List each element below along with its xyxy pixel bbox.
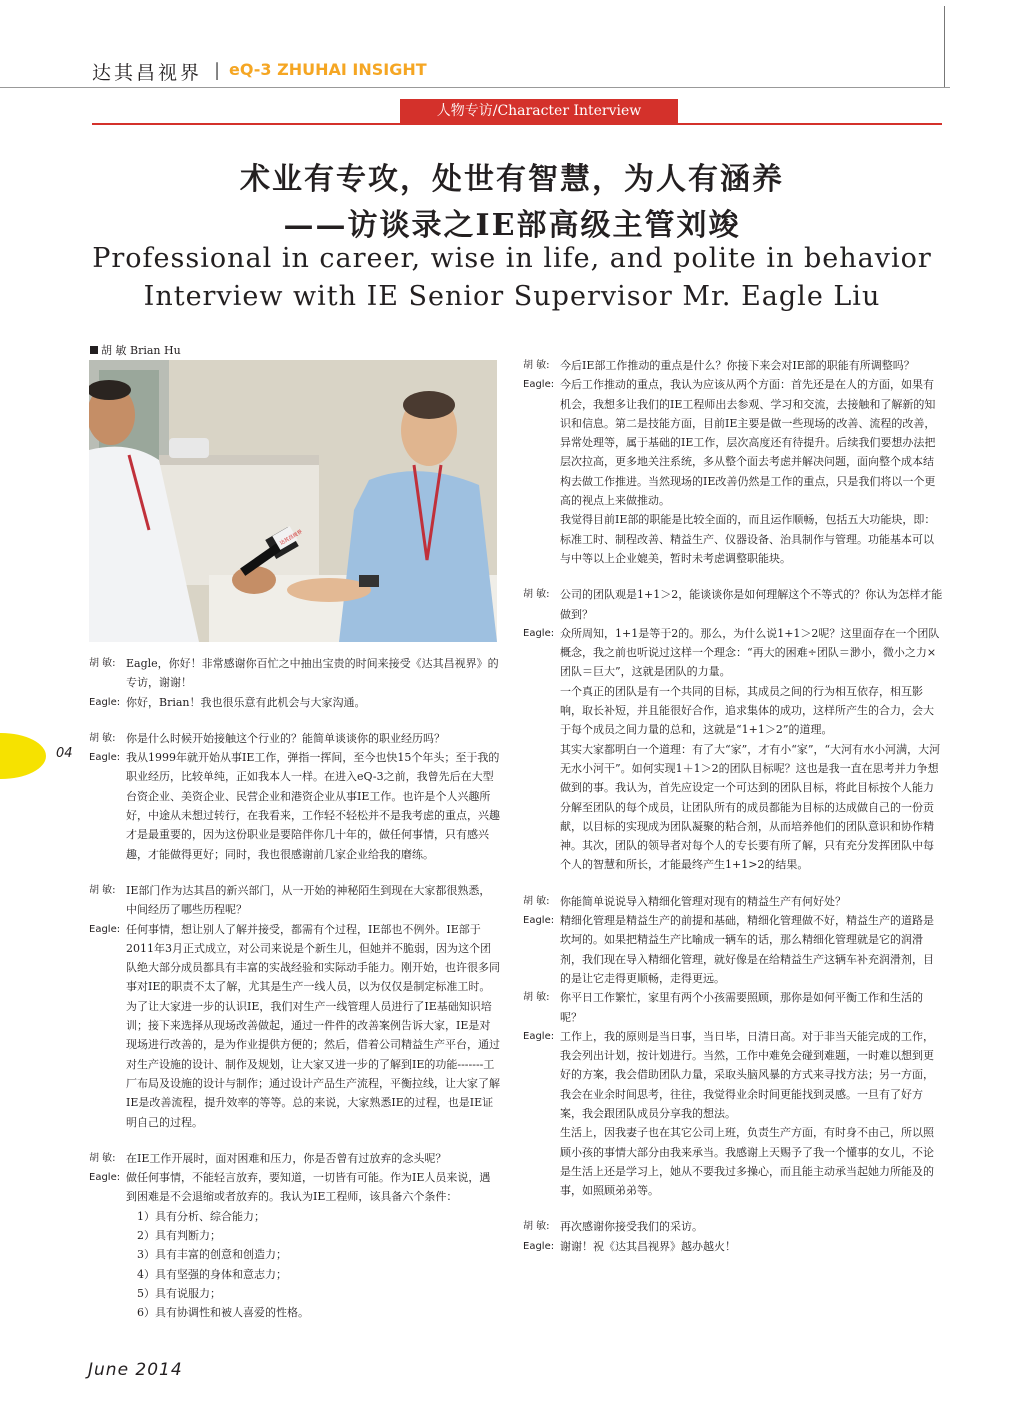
byline	[90, 342, 181, 358]
dialogue-text: IE部门作为达其昌的新兴部门，从一开始的神秘陌生到现在大家都很熟悉，中间经历了哪些历程呢？	[126, 883, 491, 917]
speaker-label: 胡 敏:	[89, 658, 116, 669]
speaker-label: 胡 敏:	[523, 895, 550, 907]
speaker-label: 胡 敏:	[523, 992, 550, 1004]
answer-block	[89, 920, 501, 1132]
speaker-label: 胡 敏:	[89, 884, 116, 896]
question-block	[523, 585, 943, 624]
dialogue-text: Eagle，你好！非常感谢你百忙之中抽出宝贵的时间来接受《达其昌视界》的专访，谢谢！	[126, 657, 499, 690]
speaker-label: Eagle:	[523, 1030, 555, 1042]
dialogue-text: 精细化管理是精益生产的前提和基础，精细化管理做不好，精益生产的道路是坎坷的。如果把精益生产比喻成一辆车的话，那么精细化管理就是它的润滑剂，我们现在导入精细化管理，就好像是在给精益生产这辆车补充润滑剂，目的是让它走得更顺畅，走得更远。	[560, 914, 934, 985]
question-block	[89, 729, 501, 748]
paragraph-gap	[89, 864, 501, 881]
dialogue-text: 你平日工作繁忙，家里有两个小孩需要照顾，那你是如何平衡工作和生活的呢？	[560, 991, 923, 1024]
mic-flag-label: 达其昌视界	[278, 528, 304, 547]
header-separator: |	[214, 60, 221, 81]
question-block	[523, 356, 943, 375]
answer-block	[89, 1168, 501, 1207]
speaker-label: Eagle:	[89, 696, 121, 708]
crop-mark	[944, 6, 945, 88]
paragraph-gap	[89, 712, 501, 729]
list-item: 6）具有协调性和被人喜爱的性格。	[137, 1306, 309, 1320]
left-column	[89, 654, 501, 1323]
paragraph-gap	[89, 1132, 501, 1149]
speaker-label: 胡 敏:	[89, 732, 116, 744]
speaker-label: Eagle:	[89, 1172, 121, 1184]
section-rule	[92, 123, 942, 125]
speaker-label: 胡 敏:	[523, 360, 550, 371]
speaker-label: Eagle:	[523, 379, 555, 391]
answer-block	[523, 1027, 943, 1123]
interview-photo-illustration	[89, 360, 497, 642]
answer-block	[523, 1237, 943, 1256]
paragraph-gap	[523, 568, 943, 585]
question-block	[89, 881, 501, 920]
dialogue-text: 我从1999年就开始从事IE工作，弹指一挥间，至今也快15个年头；至于我的职业经历，比较单纯，正如我本人一样。在进入eQ-3之前，我曾先后在大型台资企业、美资企业、民营企业和港资企业从事IE工作。也许是个人兴趣所好，中途从未想过转行，在我看来，工作轻不轻松并不是我考虑的重点，兴趣才是最重要的，因为这份职业是要陪伴你几十年的，做任何事情，只有感兴趣，才能做得更好；同时，我也很感谢前几家企业给我的磨练。	[126, 751, 500, 861]
section-tag: 人物专访/Character Interview	[400, 99, 678, 123]
list-item: 2）具有判断力；	[137, 1229, 221, 1243]
interview-photo	[89, 360, 497, 642]
paragraph-gap	[523, 875, 943, 892]
speaker-label: Eagle:	[89, 923, 121, 935]
dialogue-text: 今后工作推动的重点，我认为应该从两个方面：首先还是在人的方面，如果有机会，我想多让我们的IE工程师出去参观、学习和交流，去接触和了解新的知识和信息。第二是技能方面，目前IE主要是做一些现场的改善、流程的改善，异常处理等，属于基础的IE工作，层次高度还有待提升。后续我们要想办法把层次拉高，更多地关注系统，多从整个面去考虑并解决问题，面向整个成本结构去做工作推进。当然现场的IE改善仍然是工作的重点，只是我们将以一个更高的视点上来做推动。	[560, 378, 936, 508]
speaker-label: Eagle:	[523, 915, 555, 927]
byline-square-icon	[90, 346, 98, 354]
answer-paragraph: 一个真正的团队是有一个共同的目标，其成员之间的行为相互依存，相互影响，取长补短，并且能很好合作，追求集体的成功，这样所产生的合力，会大于每个成员之间力量的总和，这就是“1+1＞2”的道理。	[560, 684, 934, 737]
dialogue-text: 众所周知，1+1是等于2的。那么，为什么说1+1＞2呢？这里面存在一个团队概念，我之前也听说过这样一个理念：“再大的困难÷团队＝渺小，微小之力×团队＝巨大”，这就是团队的力量。	[560, 626, 940, 679]
speaker-label: 胡 敏:	[89, 1152, 116, 1164]
issue-date: June 2014	[88, 1360, 183, 1380]
question-block	[523, 988, 943, 1027]
answer-paragraph: 我觉得目前IE部的职能是比较全面的，而且运作顺畅，包括五大功能块，即：标准工时、制程改善、精益生产、仪器设备、治具制作与管理。功能基本可以与中等以上企业媲美，暂时未考虑调整职能块。	[560, 513, 936, 565]
question-block	[89, 654, 501, 693]
paragraph-gap	[523, 1200, 943, 1217]
dialogue-text: 做任何事情，不能轻言放弃，要知道，一切皆有可能。作为IE人员来说，遇到困难是不会退缩或者放弃的。我认为IE工程师，该具备六个条件：	[126, 1171, 491, 1204]
list-item: 3）具有丰富的创意和创造力；	[137, 1248, 287, 1262]
dialogue-text: 谢谢！祝《达其昌视界》越办越火！	[560, 1239, 736, 1253]
dialogue-text: 你是什么时候开始接触这个行业的？能简单谈谈你的职业经历吗？	[126, 731, 445, 745]
speaker-label: 胡 敏:	[523, 589, 550, 601]
page-number: 04	[56, 746, 73, 761]
question-block	[89, 1149, 501, 1168]
header-rule	[0, 87, 950, 88]
dialogue-text: 任何事情，想让别人了解并接受，都需有个过程，IE部也不例外。IE部于2011年3月正式成立，对公司来说是个新生儿，但她并不脆弱，因为这个团队绝大部分成员都具有丰富的实战经验和实际动手能力。刚开始，也许很多同事对IE的职责不太了解，尤其是生产一线人员，以为仅仅是制定标准工时。为了让大家进一步的认识IE，我们对生产一线管理人员进行了IE基础知识培训；接下来选择从现场改善做起，通过一件件的改善案例告诉大家，IE是对现场进行改善的，是为作业提供方便的；然后，借着公司精益生产平台，通过对生产设施的设计、制作及规划，让大家又进一步的了解到IE的功能-------工厂布局及设施的设计与制作；通过设计产品生产流程，平衡拉线，让大家了解IE是改善流程，提升效率的等等。总的来说，大家熟悉IE的过程，也是IE证明自己的过程。	[126, 922, 500, 1129]
right-column	[523, 356, 943, 1256]
speaker-label: 胡 敏:	[523, 1221, 550, 1233]
speaker-label: Eagle:	[523, 627, 555, 639]
dialogue-text: 你好，Brian！我也很乐意有此机会与大家沟通。	[126, 695, 366, 709]
title-en-line1: Professional in career, wise in life, and polite in behavior	[92, 243, 932, 274]
answer-block	[523, 624, 943, 682]
answer-paragraph: 生活上，因我妻子也在其它公司上班，负责生产方面，有时身不由己，所以照顾小孩的事情大部分由我来承当。我感谢上天赐予了我一个懂事的女儿，不论是生活上还是学习上，她从不要我过多操心，而且能主动承当起她力所能及的事，如照顾弟弟等。	[560, 1126, 934, 1198]
publication-name-cn: 达其昌视界	[92, 62, 203, 84]
dialogue-text: 今后IE部工作推动的重点是什么？你接下来会对IE部的职能有所调整吗？	[560, 359, 915, 372]
page-tab-marker	[0, 733, 46, 779]
publication-name-en: eQ-3 ZHUHAI INSIGHT	[229, 60, 427, 79]
dialogue-text: 公司的团队观是1+1＞2，能谈谈你是如何理解这个不等式的？你认为怎样才能做到？	[560, 588, 943, 621]
title-cn-line2: ——访谈录之IE部高级主管刘竣	[283, 208, 741, 243]
question-block	[523, 892, 943, 911]
list-item: 5）具有说服力；	[137, 1286, 221, 1300]
answer-block	[89, 693, 501, 712]
speaker-label: Eagle:	[523, 1240, 555, 1252]
byline-author: 胡 敏 Brian Hu	[101, 344, 181, 357]
answer-block	[89, 748, 501, 864]
answer-block	[523, 911, 943, 988]
speaker-label: Eagle:	[89, 752, 121, 764]
answer-paragraph: 其实大家都明白一个道理：有了大“家”，才有小“家”，“大河有水小河满，大河无水小河干”。如何实现1＋1＞2的团队目标呢？这也是我一直在思考并力争想做到的事。我认为，首先应设定一个可达到的团队目标，将此目标按个人能力分解至团队的每个成员，让团队所有的成员都能为目标的达成做自己的一份贡献，以目标的实现成为团队凝聚的粘合剂，从而培养他们的团队意识和协作精神。其次，团队的领导者对每个人的专长要有所了解，只有充分发挥团队中每个人的智慧和所长，才能最终产生1+1>2的结果。	[560, 742, 941, 872]
list-item: 4）具有坚强的身体和意志力；	[137, 1267, 287, 1281]
dialogue-text: 工作上，我的原则是当日事，当日毕，日清日高。对于非当天能完成的工作，我会列出计划，按计划进行。当然，工作中难免会碰到难题，一时难以想到更好的方案，我会借助团队力量，采取头脑风暴的方式来寻找方法；另一方面，我会在业余时间思考，往往，我觉得业余时间更能找到灵感。一旦有了好方案，我会跟团队成员分享我的想法。	[560, 1029, 934, 1120]
answer-block	[523, 375, 943, 510]
title-en-line2: Interview with IE Senior Supervisor Mr. Eagle Liu	[143, 281, 881, 312]
dialogue-text: 你能简单说说导入精细化管理对现有的精益生产有何好处？	[560, 894, 846, 908]
question-block	[523, 1217, 943, 1236]
list-item: 1）具有分析、综合能力；	[137, 1209, 265, 1223]
dialogue-text: 在IE工作开展时，面对困难和压力，你是否曾有过放弃的念头呢？	[126, 1151, 447, 1165]
title-cn-line1: 术业有专攻，处世有智慧，为人有涵养	[240, 162, 784, 197]
dialogue-text: 再次感谢你接受我们的采访。	[560, 1220, 703, 1234]
